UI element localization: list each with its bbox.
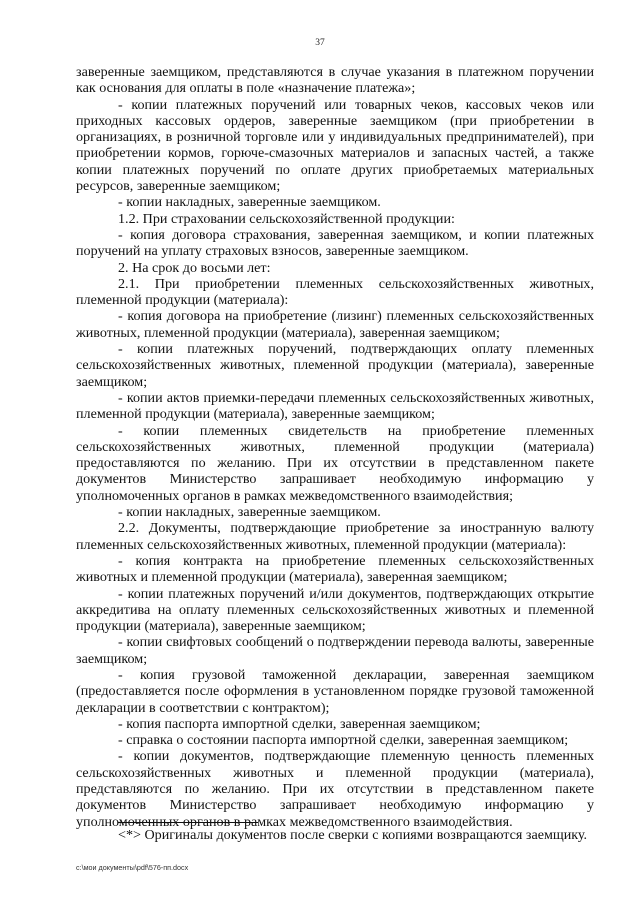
paragraph: - копия договора страхования, заверенная заемщиком, и копии платежных поручений на уплату страховых взносов, заверенные заемщиком. <box>76 226 594 260</box>
paragraph: - копия грузовой таможенной декларации, заверенная заемщиком (предоставляется после оформления в установленном порядке грузовой таможенной декларации в соответствии с контрактом); <box>76 666 594 716</box>
paragraph: - копии накладных, заверенные заемщиком. <box>118 194 381 211</box>
footnote-separator <box>118 822 258 823</box>
paragraph: 2.2. Документы, подтверждающие приобретение за иностранную валюту племенных сельскохозяйственных животных, племенной продукции (материала): <box>76 520 594 553</box>
file-path: c:\мои документы\pdf\576-пп.docx <box>76 863 189 872</box>
paragraph: - копии платежных поручений или товарных чеков, кассовых чеков или приходных кассовых ордеров, заверенные заемщиком (при приобретении в организациях, в розничной торговле или у индивидуальных предпринимателей), при приобретении кормов, горюче-смазочных материалов и запасных частей, а также копии платежных поручений по оплате других приобретаемых материальных ресурсов, заверенные заемщиком; <box>76 96 594 195</box>
document-body <box>76 64 594 830</box>
paragraph: - копии платежных поручений и/или документов, подтверждающих открытие аккредитива на оплату племенных сельскохозяйственных животных и племенной продукции (материала), заверенные заемщиком; <box>76 585 594 635</box>
footnote: <*> Оригиналы документов после сверки с копиями возвращаются заемщику. <box>118 827 588 843</box>
paragraph: 1.2. При страховании сельскохозяйственной продукции: <box>118 210 455 227</box>
paragraph: - копия паспорта импортной сделки, заверенная заемщиком; <box>118 715 481 732</box>
paragraph: - копии документов, подтверждающие племенную ценность племенных сельскохозяйственных животных и племенной продукции (материала), представляются по желанию. При их отсутствии в представленном пакете документов Министерство запрашивает необходимую информацию у уполномоченных органов в рамках межведомственного взаимодействия. <box>76 748 594 830</box>
paragraph: - справка о состоянии паспорта импортной сделки, заверенная заемщиком; <box>118 732 569 749</box>
paragraph: - копии платежных поручений, подтверждающих оплату племенных сельскохозяйственных животных, племенной продукции (материала), заверенные заемщиком; <box>76 341 594 390</box>
paragraph: - копии свифтовых сообщений о подтверждении перевода валюты, заверенные заемщиком; <box>76 634 594 667</box>
paragraph: - копия договора на приобретение (лизинг) племенных сельскохозяйственных животных, племенной продукции (материала), заверенная заемщиком; <box>76 308 594 341</box>
paragraph: - копия контракта на приобретение племенных сельскохозяйственных животных и племенной продукции (материала), заверенная заемщиком; <box>76 552 594 586</box>
paragraph: заверенные заемщиком, представляются в случае указания в платежном поручении как основания для оплаты в поле «назначение платежа»; <box>76 64 594 97</box>
paragraph: - копии племенных свидетельств на приобретение племенных сельскохозяйственных животных, племенной продукции (материала) предоставляются по желанию. При их отсутствии в представленном пакете документов Министерство запрашивает необходимую информацию у уполномоченных органов в рамках межведомственного взаимодействия; <box>76 422 594 504</box>
paragraph: 2. На срок до восьми лет: <box>118 259 271 276</box>
paragraph: - копии накладных, заверенные заемщиком. <box>118 504 381 521</box>
page-number: 37 <box>315 38 325 48</box>
paragraph: - копии актов приемки-передачи племенных сельскохозяйственных животных, племенной продукции (материала), заверенные заемщиком; <box>76 389 594 423</box>
paragraph: 2.1. При приобретении племенных сельскохозяйственных животных, племенной продукции (материала): <box>76 275 594 309</box>
